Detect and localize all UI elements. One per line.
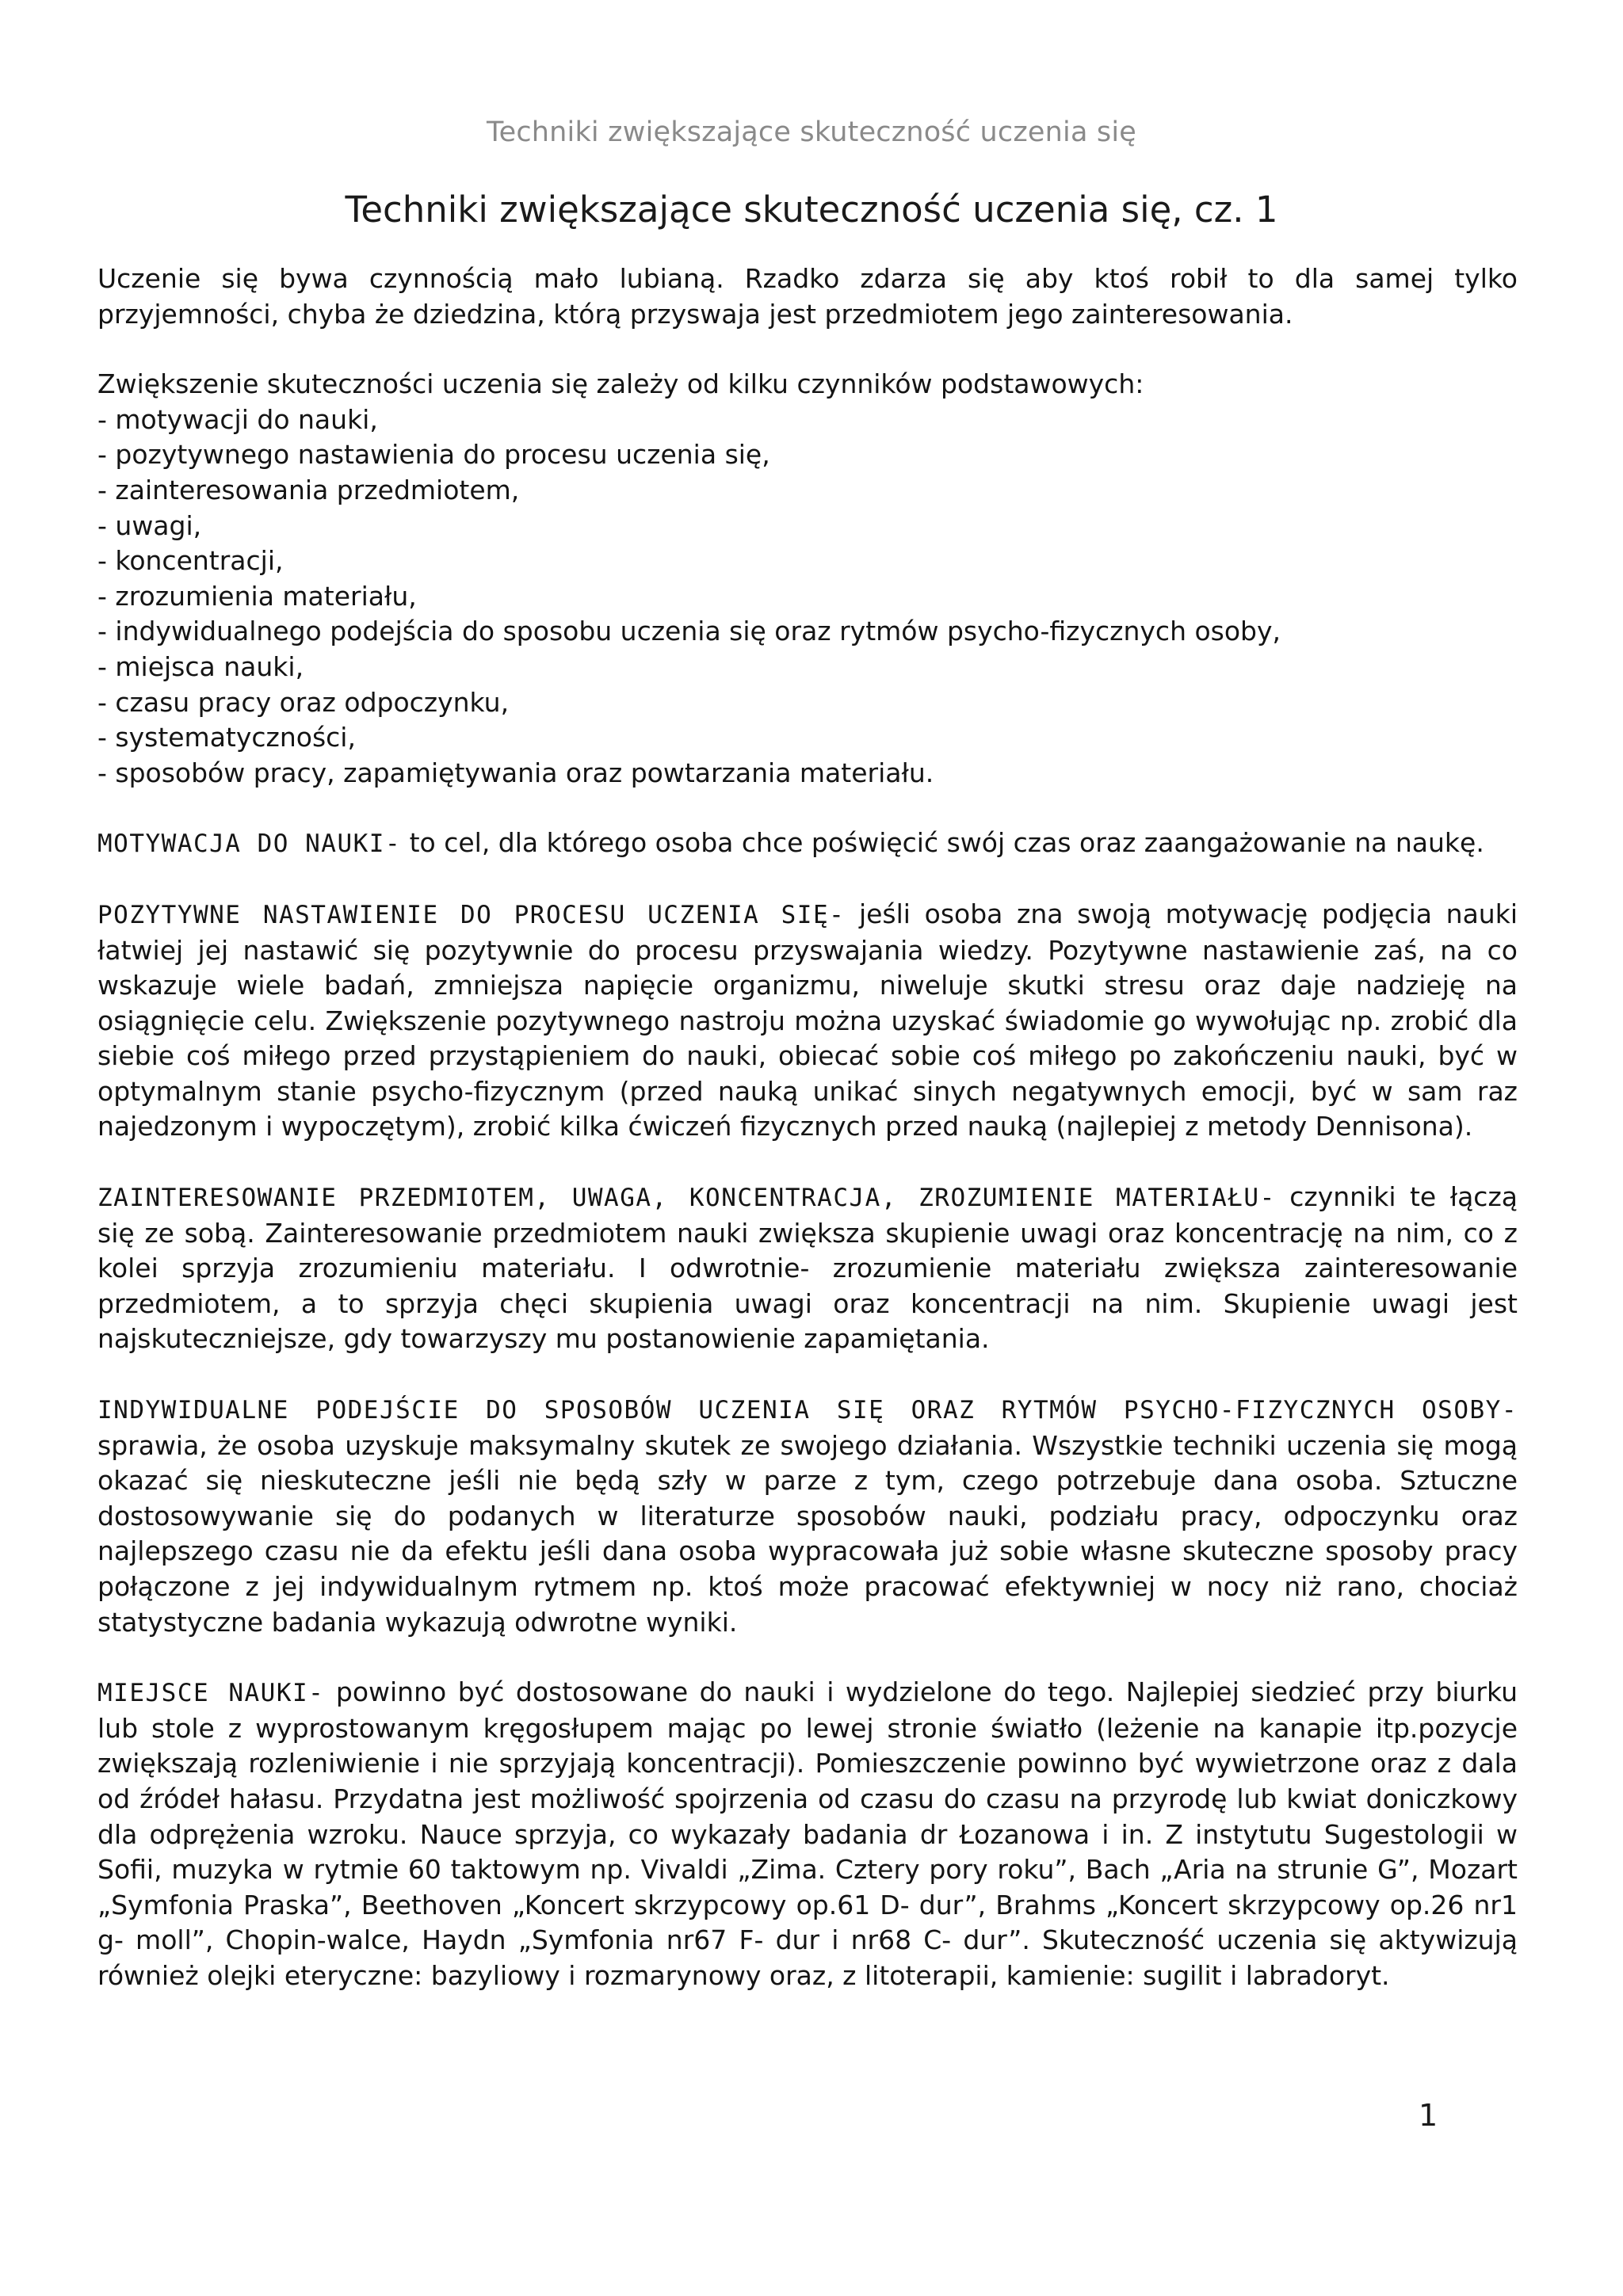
list-item: - uwagi, <box>97 509 202 541</box>
page-title: Techniki zwiększające skuteczność uczenia się, cz. 1 <box>345 189 1278 231</box>
running-header: Techniki zwiększające skuteczność uczenia się <box>486 116 1137 148</box>
section-nastawienie <box>97 897 1518 1145</box>
list-item: - sposobów pracy, zapamiętywania oraz powtarzania materiału. <box>97 757 934 788</box>
list-item: - indywidualnego podejścia do sposobu uczenia się oraz rytmów psycho-fizycznych osoby, <box>97 616 1281 647</box>
section-heading: INDYWIDUALNE PODEJŚCIE DO SPOSOBÓW UCZENIA SIĘ ORAZ RYTMÓW PSYCHO-FIZYCZNYCH OSOBY- <box>97 1396 1518 1425</box>
page-number: 1 <box>1419 2098 1438 2133</box>
section-miejsce-nauki <box>97 1675 1518 1993</box>
list-item: - motywacji do nauki, <box>97 403 378 435</box>
section-motywacja <box>97 826 1518 862</box>
section-heading: POZYTYWNE NASTAWIENIE DO PROCESU UCZENIA SIĘ- <box>97 900 846 929</box>
section-text: to cel, dla którego osoba chce poświęcić swój czas oraz zaangażowanie na naukę. <box>401 827 1484 859</box>
section-indywidualne-podejscie <box>97 1392 1518 1640</box>
list-item: - miejsca nauki, <box>97 650 304 682</box>
factors-list <box>97 367 1518 791</box>
list-item: - zainteresowania przedmiotem, <box>97 474 520 505</box>
section-text: sprawia, że osoba uzyskuje maksymalny skutek ze swojego działania. Wszystkie techniki uczenia się mogą okazać się nieskuteczne jeśli nie będą szły w parze z tym, czego potrzebuje dana osoba. Sztuczne dostosowywanie się do podanych w literaturze sposobów nauki, podziału pracy, odpoczynku oraz najlepszego czasu nie da efektu jeśli dana osoba wypracowała już sobie własne skuteczne sposoby pracy połączone z jej indywidualnym rytmem np. ktoś może pracować efektywniej w nocy niż rano, chociaż statystyczne badania wykazują odwrotne wyniki. <box>97 1429 1518 1638</box>
list-item: - systematyczności, <box>97 722 356 753</box>
section-heading: MIEJSCE NAUKI- <box>97 1679 325 1708</box>
section-heading: MOTYWACJA DO NAUKI- <box>97 830 402 859</box>
section-heading: ZAINTERESOWANIE PRZEDMIOTEM, UWAGA, KONCENTRACJA, ZROZUMIENIE MATERIAŁU- <box>97 1184 1276 1213</box>
document-body <box>97 261 1518 2029</box>
list-item: - pozytywnego nastawienia do procesu uczenia się, <box>97 439 770 471</box>
section-zainteresowanie <box>97 1180 1518 1357</box>
section-text: powinno być dostosowane do nauki i wydzielone do tego. Najlepiej siedzieć przy biurku lub stole z wyprostowanym kręgosłupem mając po lewej stronie światło (leżenie na kanapie itp.pozycje zwiększają rozleniwienie i nie sprzyjają koncentracji). Pomieszczenie powinno być wywietrzone oraz z dala od źródeł hałasu. Przydatna jest możliwość spojrzenia od czasu do czasu na przyrodę lub kwiat doniczkowy dla odprężenia wzroku. Nauce sprzyja, co wykazały badania dr Łozanowa i in. Z instytutu Sugestologii w Sofii, muzyka w rytmie 60 taktowym np. Vivaldi „Zima. Cztery pory roku”, Bach „Aria na strunie G”, Mozart „Symfonia Praska”, Beethoven „Koncert skrzypcowy op.61 D- dur”, Brahms „Koncert skrzypcowy op.26 nr1 g- moll”, Chopin-walce, Haydn „Symfonia nr67 F- dur i nr68 C- dur”. Skuteczność uczenia się aktywizują również olejki eteryczne: bazyliowy i rozmarynowy oraz, z litoterapii, kamienie: sugilit i labradoryt. <box>97 1676 1518 1991</box>
intro-paragraph: Uczenie się bywa czynnością mało lubianą. Rzadko zdarza się aby ktoś robił to dla samej tylko przyjemności, chyba że dziedzina, którą przyswaja jest przedmiotem jego zainteresowania. <box>97 263 1518 330</box>
section-text: jeśli osoba zna swoją motywację podjęcia nauki łatwiej jej nastawić się pozytywnie do procesu przyswajania wiedzy. Pozytywne nastawienie zaś, na co wskazuje wiele badań, zmniejsza napięcie organizmu, niweluje skutki stresu oraz daje nadzieję na osiągnięcie celu. Zwiększenie pozytywnego nastroju można uzyskać świadomie go wywołując np. zrobić dla siebie coś miłego przed przystąpieniem do nauki, obiecać sobie coś miłego po zakończeniu nauki, być w optymalnym stanie psycho-fizycznym (przed nauką unikać sinych negatywnych emocji, być w sam raz najedzonym i wypoczętym), zrobić kilka ćwiczeń fizycznych przed nauką (najlepiej z metody Dennisona). <box>97 898 1518 1142</box>
factors-intro: Zwiększenie skuteczności uczenia się zależy od kilku czynników podstawowych: <box>97 368 1144 400</box>
list-item: - koncentracji, <box>97 545 284 577</box>
list-item: - czasu pracy oraz odpoczynku, <box>97 686 510 718</box>
section-text: czynniki te łączą się ze sobą. Zainteresowanie przedmiotem nauki zwiększa skupienie uwagi oraz koncentrację na nim, co z kolei sprzyja zrozumieniu materiału. I odwrotnie- zrozumienie materiału zwiększa zainteresowanie przedmiotem, a to sprzyja chęci skupienia uwagi oraz koncentracji na nim. Skupienie uwagi jest najskuteczniejsze, gdy towarzyszy mu postanowienie zapamiętania. <box>97 1181 1518 1355</box>
list-item: - zrozumienia materiału, <box>97 580 417 612</box>
